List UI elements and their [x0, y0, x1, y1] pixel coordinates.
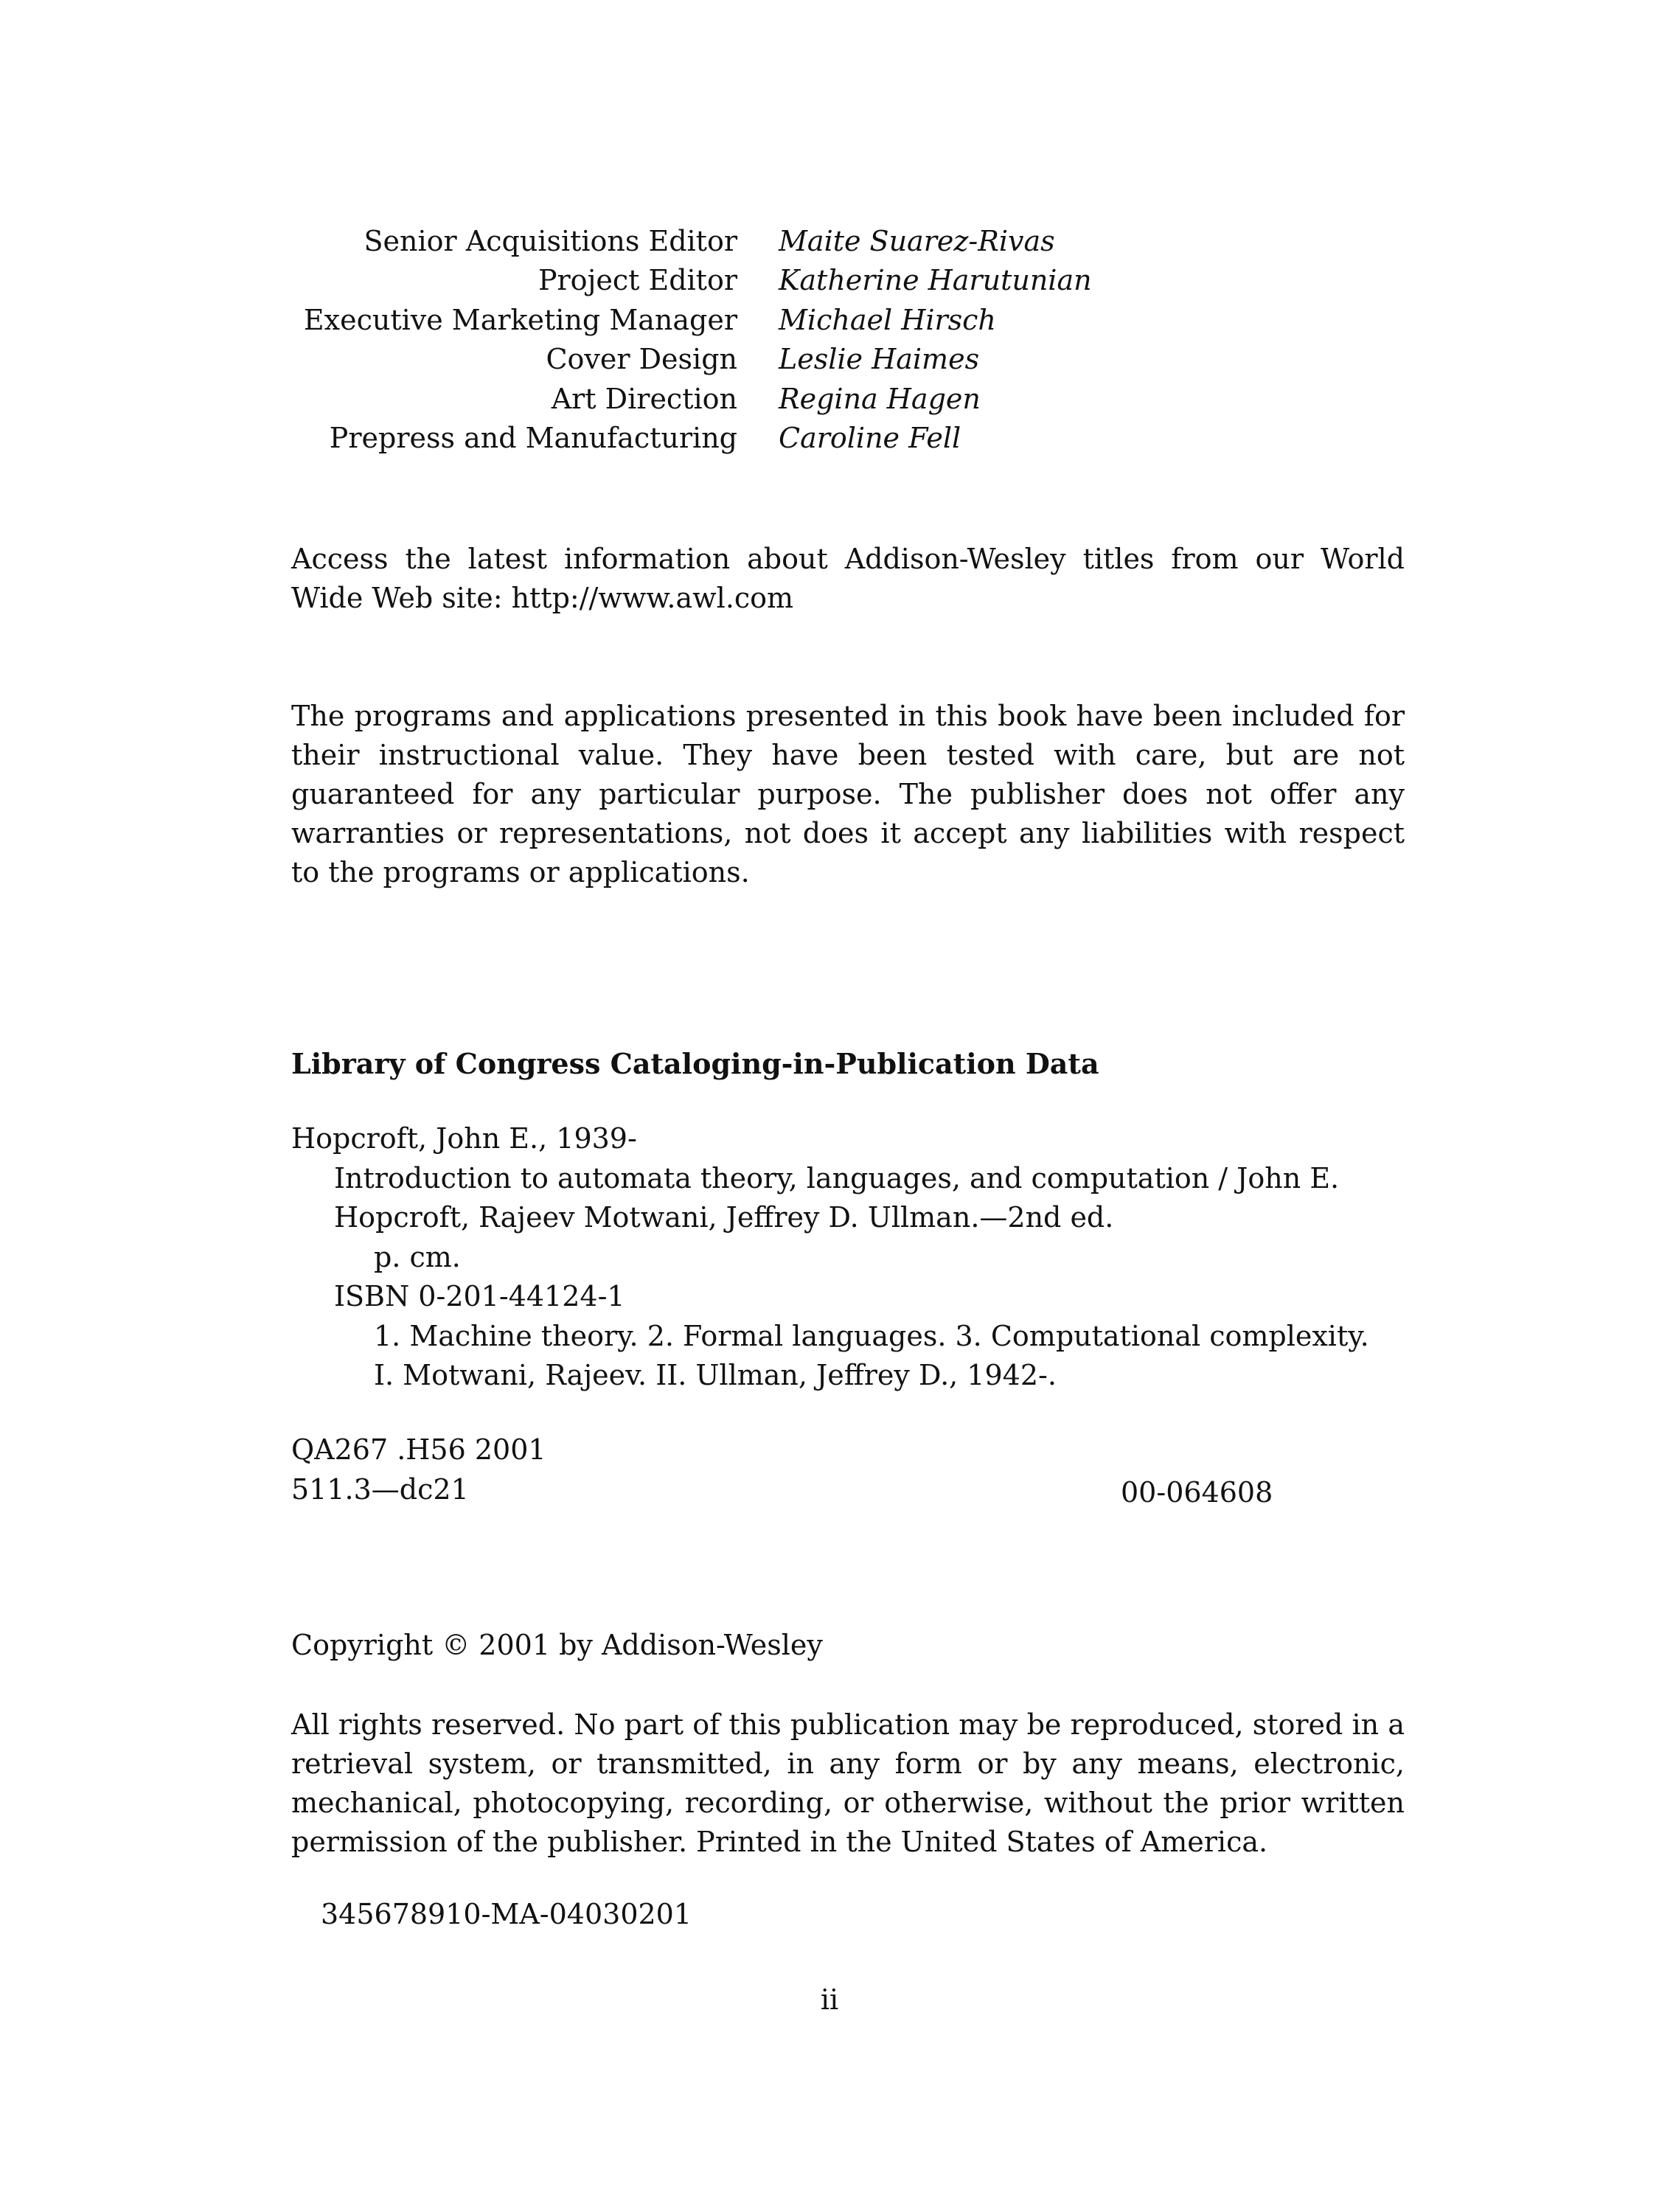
credit-row [221, 300, 1180, 340]
cip-subjects: 1. Machine theory. 2. Formal languages. 3. Computational complexity. [374, 1319, 1369, 1352]
credit-row [221, 261, 1180, 301]
credit-name: Michael Hirsch [779, 303, 996, 336]
credit-row [221, 221, 1180, 261]
credit-role: Executive Marketing Manager [303, 303, 737, 336]
printing-line: 345678910-MA-04030201 [321, 1898, 692, 1930]
cip-title-line: Introduction to automata theory, languages, and computation / John E. [334, 1161, 1340, 1194]
classification-block [291, 1430, 546, 1509]
lccn: 00-064608 [1121, 1476, 1273, 1509]
credit-name: Caroline Fell [779, 422, 961, 455]
disclaimer-paragraph: The programs and applications presented in this book have been included for their instructional value. They have been tested with care, but are not guaranteed for any particular purpose. The publisher does not offer any warranties or representations, not does it accept any liabilities with respect to the programs or applications. [291, 700, 1405, 888]
credit-name: Katherine Harutunian [779, 264, 1092, 297]
credit-role: Project Editor [538, 264, 737, 297]
lc-class: QA267 .H56 2001 [291, 1433, 546, 1466]
dewey-class: 511.3—dc21 [291, 1472, 469, 1506]
credit-role: Senior Acquisitions Editor [364, 224, 737, 257]
credit-row [221, 340, 1180, 380]
credit-role: Art Direction [551, 382, 737, 415]
credit-name: Maite Suarez-Rivas [779, 224, 1055, 257]
credit-role: Prepress and Manufacturing [329, 422, 737, 455]
cip-title-line: Hopcroft, Rajeev Motwani, Jeffrey D. Ullman.—2nd ed. [334, 1201, 1114, 1234]
credit-role: Cover Design [546, 343, 737, 376]
website-note: Access the latest information about Addison-Wesley titles from our World Wide Web site: http://www.awl.com [291, 543, 1405, 614]
cip-block [291, 1119, 1471, 1396]
credits-block [221, 221, 1180, 458]
cip-isbn: ISBN 0-201-44124-1 [334, 1280, 625, 1312]
credit-name: Regina Hagen [779, 382, 981, 415]
copyright-line: Copyright © 2001 by Addison-Wesley [291, 1629, 823, 1661]
credit-row [221, 419, 1180, 459]
cip-author: Hopcroft, John E., 1939- [291, 1122, 637, 1155]
rights-paragraph: All rights reserved. No part of this publication may be reproduced, stored in a retrieval system, or transmitted, in any form or by any means, electronic, mechanical, photocopying, recording, or otherwise, without the prior written permission of the publisher. Printed in the United States of America. [291, 1708, 1405, 1858]
cip-added-entries: I. Motwani, Rajeev. II. Ullman, Jeffrey D., 1942-. [374, 1359, 1057, 1391]
credit-row [221, 379, 1180, 419]
cip-heading: Library of Congress Cataloging-in-Publication Data [291, 1047, 1099, 1080]
credit-name: Leslie Haimes [779, 343, 980, 376]
cip-pages: p. cm. [374, 1240, 461, 1273]
page-number: ii [820, 1983, 839, 2016]
